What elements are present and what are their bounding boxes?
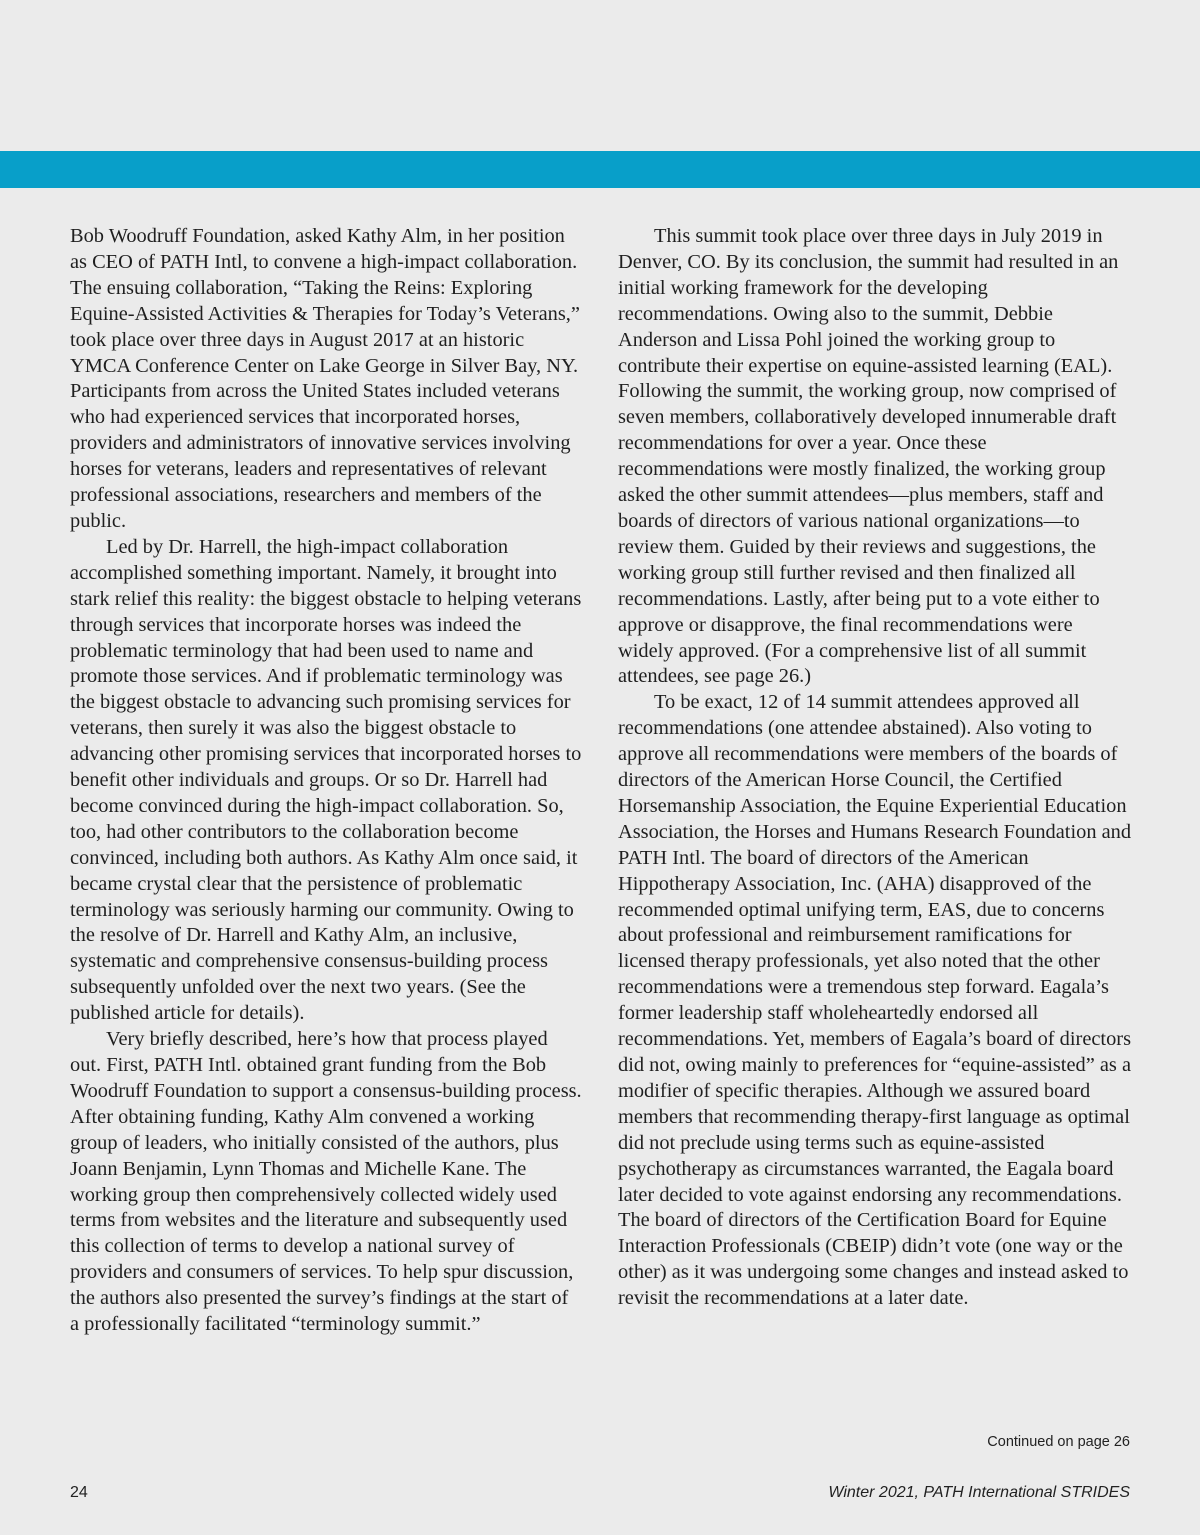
header-color-band — [0, 151, 1200, 188]
article-paragraph: Bob Woodruff Foundation, asked Kathy Alm, in her position as CEO of PATH Intl, to convene a high-impact collaboration. The ensuing collaboration, “Taking the Reins: Exploring Equine-Assisted Activities & Therapies for Today’s Veterans,” took place over three days in August 2017 at an historic YMCA Conference Center on Lake George in Silver Bay, NY. Participants from across the United States included veterans who had experienced services that incorporated horses, providers and administrators of innovative services involving horses for veterans, leaders and representatives of relevant professional associations, researchers and members of the public. — [70, 225, 580, 532]
continued-on-note: Continued on page 26 — [987, 1434, 1130, 1450]
article-column-right — [618, 224, 1132, 1312]
article-paragraph: This summit took place over three days in July 2019 in Denver, CO. By its conclusion, the summit had resulted in an initial working framework for the developing recommendations. Owing also to the summit, Debbie Anderson and Lissa Pohl joined the working group to contribute their expertise on equine-assisted learning (EAL). Following the summit, the working group, now comprised of seven members, collaboratively developed innumerable draft recommendations for over a year. Once these recommendations were mostly finalized, the working group asked the other summit attendees—plus members, staff and boards of directors of various national organizations—to review them. Guided by their reviews and suggestions, the working group still further revised and then finalized all recommendations. Lastly, after being put to a vote either to approve or disapprove, the final recommendations were widely approved. (For a comprehensive list of all summit attendees, see page 26.) — [618, 225, 1119, 688]
footer-publication-title: Winter 2021, PATH International STRIDES — [828, 1484, 1130, 1501]
page-number: 24 — [70, 1484, 88, 1501]
article-paragraph: Led by Dr. Harrell, the high-impact collaboration accomplished something important. Namely, it brought into stark relief this reality: the biggest obstacle to helping veterans through services that incorporate horses was indeed the problematic terminology that had been used to name and promote those services. And if problematic terminology was the biggest obstacle to advancing such promising services for veterans, then surely it was also the biggest obstacle to advancing other promising services that incorporated horses to benefit other individuals and groups. Or so Dr. Harrell had become convinced during the high-impact collaboration. So, too, had other contributors to the collaboration become convinced, including both authors. As Kathy Alm once said, it became crystal clear that the persistence of problematic terminology was seriously harming our community. Owing to the resolve of Dr. Harrell and Kathy Alm, an inclusive, systematic and comprehensive consensus-building process subsequently unfolded over the next two years. (See the published article for details). — [70, 535, 582, 1025]
article-paragraph: To be exact, 12 of 14 summit attendees approved all recommendations (one attendee abstained). Also voting to approve all recommendations were members of the boards of directors of the American Horse Council, the Certified Horsemanship Association, the Equine Experiential Education Association, the Horses and Humans Research Foundation and PATH Intl. The board of directors of the American Hippotherapy Association, Inc. (AHA) disapproved of the recommended optimal unifying term, EAS, due to concerns about professional and reimbursement ramifications for licensed therapy professionals, yet also noted that the other recommendations were a tremendous step forward. Eagala’s former leadership staff wholeheartedly endorsed all recommendations. Yet, members of Eagala’s board of directors did not, owing mainly to preferences for “equine-assisted” as a modifier of specific therapies. Although we assured board members that recommending therapy-first language as optimal did not preclude using terms such as equine-assisted psychotherapy as circumstances warranted, the Eagala board later decided to vote against endorsing any recommendations. The board of directors of the Certification Board for Equine Interaction Professionals (CBEIP) didn’t vote (one way or the other) as it was undergoing some changes and instead asked to revisit the recommendations at a later date. — [618, 691, 1132, 1310]
article-column-left — [70, 224, 582, 1338]
article-paragraph: Very briefly described, here’s how that process played out. First, PATH Intl. obtained grant funding from the Bob Woodruff Foundation to support a consensus-building process. After obtaining funding, Kathy Alm convened a working group of leaders, who initially consisted of the authors, plus Joann Benjamin, Lynn Thomas and Michelle Kane. The working group then comprehensively collected widely used terms from websites and the literature and subsequently used this collection of terms to develop a national survey of providers and consumers of services. To help spur discussion, the authors also presented the survey’s findings at the start of a professionally facilitated “terminology summit.” — [70, 1028, 582, 1336]
